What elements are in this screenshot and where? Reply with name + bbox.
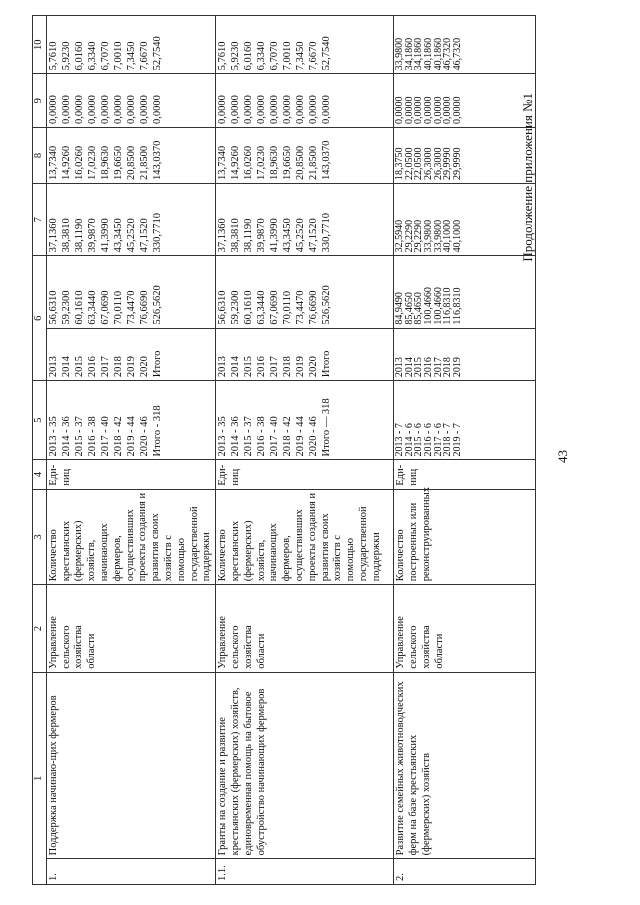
value-list-c5	[216, 381, 394, 460]
value-cell: 2015	[413, 357, 425, 378]
col-header-6: 6	[33, 256, 47, 381]
value-cell: 70,0110	[282, 290, 294, 325]
value-cell: 2017 - 6	[432, 423, 444, 457]
header-row	[33, 16, 47, 885]
value-cell: 100,4660	[422, 287, 434, 325]
value-cell: 116,8310	[442, 287, 454, 325]
value-cell: 40,1860	[422, 37, 434, 71]
value-cell: 0,0000	[86, 95, 98, 125]
value-cell: 330,7710	[151, 212, 163, 253]
value-cell: 26,3000	[422, 147, 434, 181]
value-cell: 39,9870	[86, 218, 98, 253]
value-cell: 330,7710	[321, 212, 333, 253]
value-cell: 2013	[394, 357, 406, 378]
value-cell: 0,0000	[256, 95, 268, 125]
responsible-org: Управление сельского хозяйства области	[46, 585, 215, 672]
value-list-c9	[394, 128, 536, 184]
value-cell: 22,0500	[403, 147, 415, 181]
value-cell: 56,6310	[217, 290, 229, 325]
value-cell: 2018 - 42	[112, 416, 124, 457]
row-number: 1.	[46, 859, 215, 885]
value-cell: 46,7320	[451, 37, 463, 71]
value-cell: 2016 - 6	[422, 423, 434, 457]
value-cell: 0,0000	[269, 95, 281, 125]
value-cell: 2015 - 6	[413, 423, 425, 457]
value-cell: 41,3990	[269, 218, 281, 253]
value-cell: 526,5620	[151, 285, 163, 325]
table-row	[216, 16, 394, 885]
value-cell: 38,3810	[230, 218, 242, 253]
value-cell: 18,9630	[269, 145, 281, 181]
value-cell: 32,5940	[394, 219, 406, 253]
value-cell: 5,9230	[60, 41, 72, 71]
continuation-label: Продолжение приложения №1	[520, 93, 535, 262]
col-header-9: 9	[33, 74, 47, 128]
value-cell: 63,3440	[256, 290, 268, 325]
value-cell: 46,7320	[442, 37, 454, 71]
value-cell: 63,3440	[86, 290, 98, 325]
unit: Еди-ниц	[394, 460, 536, 489]
value-cell: 14,9260	[230, 145, 242, 181]
measure-name: Поддержка начинаю-щих фермеров	[46, 672, 215, 859]
value-cell: 40,1000	[451, 219, 463, 253]
value-cell: 21,8500	[308, 145, 320, 181]
value-cell: 0,0000	[422, 96, 434, 125]
value-cell: 22,0500	[413, 147, 425, 181]
value-list-c8	[394, 184, 536, 256]
col-header-1: 1	[33, 672, 47, 884]
value-cell: 7,0010	[112, 41, 124, 71]
value-cell: 18,3750	[394, 147, 406, 181]
value-cell: 2020	[308, 356, 320, 378]
value-cell: 2018 - 7	[442, 423, 454, 457]
value-cell: 37,1360	[47, 218, 59, 253]
value-cell: 2015 - 37	[243, 416, 255, 457]
value-list-c6	[394, 328, 536, 380]
value-cell: 2020	[138, 356, 150, 378]
value-cell: 2020 - 46	[138, 416, 150, 457]
value-cell: 0,0000	[73, 95, 85, 125]
value-cell: 2013 - 7	[394, 423, 406, 457]
value-cell: 33,9800	[394, 37, 406, 71]
value-cell: 21,8500	[138, 145, 150, 181]
value-cell: 85,4650	[413, 292, 425, 325]
responsible-org: Управление сельского хозяйства области	[394, 585, 536, 672]
value-cell: 0,0000	[394, 96, 406, 125]
indicator-text: Количество крестьянских (фермерских) хозяйств, начинающих фермеров, осуществивших проекты создания и развития своих хозяйств с помощью государственной поддержки	[46, 489, 215, 585]
value-cell: 5,7610	[217, 41, 229, 71]
value-list-c10	[216, 74, 394, 128]
value-cell: 7,3450	[125, 41, 137, 71]
value-cell: 37,1360	[217, 218, 229, 253]
value-cell: 26,3000	[432, 147, 444, 181]
value-cell: 33,9800	[422, 219, 434, 253]
value-cell: 2014 - 36	[230, 416, 242, 457]
value-cell: 0,0000	[243, 95, 255, 125]
unit: Еди-ниц	[216, 460, 394, 489]
value-cell: 16,0260	[243, 145, 255, 181]
value-cell: Итого	[151, 350, 163, 378]
value-cell: 2020 - 46	[308, 416, 320, 457]
value-cell: 0,0000	[308, 95, 320, 125]
value-cell: 29,2290	[403, 219, 415, 253]
col-header-10: 10	[33, 16, 47, 74]
value-list-c5	[394, 381, 536, 460]
value-cell: 38,1190	[243, 218, 255, 253]
value-cell: 67,0690	[99, 290, 111, 325]
value-cell: 19,6650	[112, 145, 124, 181]
row-number: 2.	[394, 859, 536, 885]
col-header-3: 3	[33, 489, 47, 585]
value-cell: 2014 - 36	[60, 416, 72, 457]
col-header-5: 5	[33, 381, 47, 460]
value-cell: 2013 - 35	[47, 416, 59, 457]
value-cell: 47,1520	[308, 218, 320, 253]
value-cell: 0,0000	[151, 95, 163, 125]
value-cell: 29,2290	[413, 219, 425, 253]
value-list-c7	[46, 256, 215, 328]
value-cell: 38,1190	[73, 218, 85, 253]
value-cell: 2014	[230, 356, 242, 378]
value-cell: 6,7070	[99, 41, 111, 71]
value-cell: 0,0000	[138, 95, 150, 125]
value-cell: 2017 - 40	[269, 416, 281, 457]
value-cell: 6,0160	[243, 41, 255, 71]
value-cell: 47,1520	[138, 218, 150, 253]
value-cell: 2018 - 42	[282, 416, 294, 457]
value-cell: 2014	[60, 356, 72, 378]
value-cell: 2013 - 35	[217, 416, 229, 457]
value-cell: 59,2300	[230, 290, 242, 325]
value-cell: 0,0000	[230, 95, 242, 125]
value-cell: 2017 - 40	[99, 416, 111, 457]
value-cell: 143,0370	[321, 140, 333, 181]
value-cell: 13,7340	[217, 145, 229, 181]
value-cell: 7,6670	[308, 41, 320, 71]
value-cell: 526,5620	[321, 285, 333, 325]
value-cell: 6,3340	[256, 41, 268, 71]
value-cell: 2014	[403, 357, 415, 378]
value-cell: 7,0010	[282, 41, 294, 71]
value-cell: 0,0000	[99, 95, 111, 125]
value-list-c9	[216, 128, 394, 184]
value-cell: 40,1000	[442, 219, 454, 253]
value-cell: 76,6690	[138, 290, 150, 325]
value-cell: 70,0110	[112, 290, 124, 325]
indicator-text: Количество крестьянских (фермерских) хозяйств, начинающих фермеров, осуществивших проекты создания и развития своих хозяйств с помощью государственной поддержки	[216, 489, 394, 585]
value-cell: 2019	[295, 356, 307, 378]
value-cell: 0,0000	[321, 95, 333, 125]
value-cell: 5,7610	[47, 41, 59, 71]
value-cell: 0,0000	[442, 96, 454, 125]
value-cell: 33,9800	[432, 219, 444, 253]
budget-table	[32, 15, 536, 885]
value-cell: 2013	[47, 356, 59, 378]
page-number: 43	[555, 450, 570, 463]
value-cell: 0,0000	[47, 95, 59, 125]
value-list-c11	[216, 16, 394, 74]
indicator-text: Количество построенных или реконструированных	[394, 489, 536, 585]
value-cell: 0,0000	[60, 95, 72, 125]
value-list-c11	[394, 16, 536, 74]
value-cell: 2016	[86, 356, 98, 378]
value-cell: 17,0230	[256, 145, 268, 181]
value-list-c8	[46, 184, 215, 256]
value-cell: 6,0160	[73, 41, 85, 71]
value-cell: 84,9490	[394, 292, 406, 325]
value-cell: 19,6650	[282, 145, 294, 181]
value-cell: 0,0000	[432, 96, 444, 125]
row-number: 1.1.	[216, 859, 394, 885]
value-cell: 2019	[451, 357, 463, 378]
value-cell: 73,4470	[295, 290, 307, 325]
value-cell: 14,9260	[60, 145, 72, 181]
value-cell: 6,3340	[86, 41, 98, 71]
col-header-8: 8	[33, 128, 47, 184]
value-list-c9	[46, 128, 215, 184]
responsible-org: Управление сельского хозяйства области	[216, 585, 394, 672]
value-cell: 2015 - 37	[73, 416, 85, 457]
value-cell: 0,0000	[217, 95, 229, 125]
col-header-7: 7	[33, 184, 47, 256]
value-cell: 29,9990	[442, 147, 454, 181]
value-cell: Итого - 318	[151, 405, 163, 457]
value-list-c11	[46, 16, 215, 74]
value-cell: 73,4470	[125, 290, 137, 325]
value-cell: 0,0000	[112, 95, 124, 125]
value-cell: 43,3450	[282, 218, 294, 253]
value-cell: 2019 - 44	[125, 416, 137, 457]
value-cell: 56,6310	[47, 290, 59, 325]
value-cell: 34,1860	[403, 37, 415, 71]
value-cell: 2015	[73, 356, 85, 378]
value-cell: 2017	[269, 356, 281, 378]
value-cell: 52,7540	[321, 36, 333, 71]
value-cell: 60,1610	[73, 290, 85, 325]
col-header-2: 2	[33, 585, 47, 672]
value-cell: 7,6670	[138, 41, 150, 71]
value-list-c7	[216, 256, 394, 328]
value-cell: 0,0000	[413, 96, 425, 125]
value-cell: 67,0690	[269, 290, 281, 325]
value-cell: 20,8500	[295, 145, 307, 181]
value-cell: 2018	[282, 356, 294, 378]
value-cell: 38,3810	[60, 218, 72, 253]
value-cell: 5,9230	[230, 41, 242, 71]
value-cell: 39,9870	[256, 218, 268, 253]
table-row	[46, 16, 215, 885]
value-cell: 100,4660	[432, 287, 444, 325]
value-cell: Итого — 318	[321, 398, 333, 457]
value-cell: 2015	[243, 356, 255, 378]
measure-name: Гранты на создание и развитие крестьянских (фермерских) хозяйств, единовременная помощь на бытовое обустройство начинающих фермеров	[216, 672, 394, 859]
value-cell: 2016 - 38	[256, 416, 268, 457]
value-cell: 0,0000	[451, 96, 463, 125]
value-cell: 40,1860	[432, 37, 444, 71]
measure-name: Развитие семейных животноводческих ферм на базе крестьянских (фермерских) хозяйств	[394, 672, 536, 859]
value-cell: 2017	[432, 357, 444, 378]
unit: Еди-ниц	[46, 460, 215, 489]
value-cell: 16,0260	[73, 145, 85, 181]
value-cell: 2018	[112, 356, 124, 378]
value-cell: 2019	[125, 356, 137, 378]
value-cell: 20,8500	[125, 145, 137, 181]
value-cell: 85,4650	[403, 292, 415, 325]
value-list-c7	[394, 256, 536, 328]
value-cell: 2013	[217, 356, 229, 378]
value-cell: 2017	[99, 356, 111, 378]
value-cell: 43,3450	[112, 218, 124, 253]
value-cell: 2016	[256, 356, 268, 378]
value-cell: 143,0370	[151, 140, 163, 181]
value-cell: 2019 - 7	[451, 423, 463, 457]
value-cell: 6,7070	[269, 41, 281, 71]
value-cell: 45,2520	[295, 218, 307, 253]
value-cell: 29,9990	[451, 147, 463, 181]
value-cell: 60,1610	[243, 290, 255, 325]
value-cell: 0,0000	[282, 95, 294, 125]
value-cell: 2016	[422, 357, 434, 378]
value-cell: 45,2520	[125, 218, 137, 253]
value-list-c6	[216, 328, 394, 380]
value-cell: 76,6690	[308, 290, 320, 325]
value-cell: 59,2300	[60, 290, 72, 325]
table-row	[394, 16, 536, 885]
value-cell: 41,3990	[99, 218, 111, 253]
value-cell: 7,3450	[295, 41, 307, 71]
value-cell: 0,0000	[295, 95, 307, 125]
value-list-c6	[46, 328, 215, 380]
value-cell: 116,8310	[451, 287, 463, 325]
value-cell: 18,9630	[99, 145, 111, 181]
value-cell: 2019 - 44	[295, 416, 307, 457]
value-cell: 2016 - 38	[86, 416, 98, 457]
value-list-c10	[394, 74, 536, 128]
col-header-4: 4	[33, 460, 47, 489]
value-list-c8	[216, 184, 394, 256]
value-cell: 2018	[442, 357, 454, 378]
value-list-c10	[46, 74, 215, 128]
value-cell: 2014 - 6	[403, 423, 415, 457]
value-cell: 13,7340	[47, 145, 59, 181]
value-cell: 17,0230	[86, 145, 98, 181]
value-cell: 0,0000	[403, 96, 415, 125]
value-cell: 0,0000	[125, 95, 137, 125]
value-list-c5	[46, 381, 215, 460]
value-cell: Итого	[321, 350, 333, 378]
value-cell: 34,1860	[413, 37, 425, 71]
value-cell: 52,7540	[151, 36, 163, 71]
